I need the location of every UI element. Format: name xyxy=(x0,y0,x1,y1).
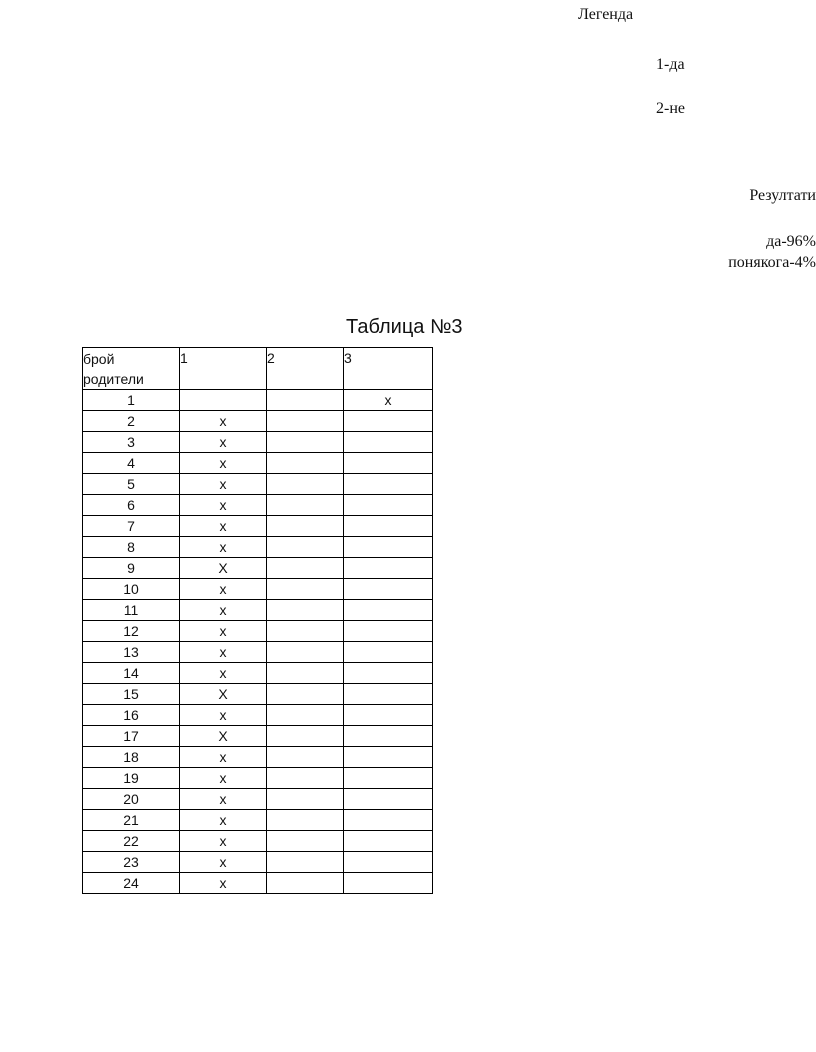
table-row xyxy=(83,453,433,474)
row-number-cell: 13 xyxy=(83,642,180,663)
row-number-cell: 14 xyxy=(83,663,180,684)
table-row xyxy=(83,390,433,411)
mark-cell-col-3 xyxy=(344,537,433,558)
table-title: Таблица №3 xyxy=(346,316,463,338)
row-number-cell: 7 xyxy=(83,516,180,537)
mark-cell-col-3 xyxy=(344,747,433,768)
row-number-cell: 12 xyxy=(83,621,180,642)
mark-cell-col-1: x xyxy=(180,579,267,600)
mark-cell-col-2 xyxy=(267,390,344,411)
table-row xyxy=(83,474,433,495)
table-row xyxy=(83,831,433,852)
row-number-cell: 18 xyxy=(83,747,180,768)
table-row xyxy=(83,579,433,600)
mark-cell-col-3 xyxy=(344,579,433,600)
header-parents-count xyxy=(83,348,180,390)
mark-cell-col-3 xyxy=(344,642,433,663)
mark-cell-col-1: x xyxy=(180,831,267,852)
row-number-cell: 2 xyxy=(83,411,180,432)
mark-cell-col-2 xyxy=(267,852,344,873)
mark-cell-col-3 xyxy=(344,453,433,474)
mark-cell-col-2 xyxy=(267,831,344,852)
mark-cell-col-3 xyxy=(344,705,433,726)
mark-cell-col-2 xyxy=(267,516,344,537)
mark-cell-col-1: x xyxy=(180,474,267,495)
row-number-cell: 5 xyxy=(83,474,180,495)
table-row xyxy=(83,705,433,726)
mark-cell-col-2 xyxy=(267,768,344,789)
mark-cell-col-3 xyxy=(344,516,433,537)
mark-cell-col-2 xyxy=(267,705,344,726)
header-col-3: 3 xyxy=(344,348,433,390)
mark-cell-col-1: X xyxy=(180,684,267,705)
table-row xyxy=(83,495,433,516)
row-number-cell: 24 xyxy=(83,873,180,894)
mark-cell-col-3 xyxy=(344,600,433,621)
mark-cell-col-2 xyxy=(267,411,344,432)
row-number-cell: 23 xyxy=(83,852,180,873)
header-col0-line1: брой xyxy=(83,351,115,367)
mark-cell-col-1: x xyxy=(180,600,267,621)
mark-cell-col-3 xyxy=(344,789,433,810)
row-number-cell: 17 xyxy=(83,726,180,747)
row-number-cell: 11 xyxy=(83,600,180,621)
mark-cell-col-2 xyxy=(267,873,344,894)
table-row xyxy=(83,537,433,558)
mark-cell-col-1: x xyxy=(180,873,267,894)
mark-cell-col-3 xyxy=(344,726,433,747)
legend-option-1: 1-да xyxy=(656,56,685,73)
header-col0-line2: родители xyxy=(83,371,144,387)
row-number-cell: 16 xyxy=(83,705,180,726)
mark-cell-col-3 xyxy=(344,810,433,831)
table-row xyxy=(83,747,433,768)
mark-cell-col-1: x xyxy=(180,747,267,768)
table-row xyxy=(83,558,433,579)
mark-cell-col-1: x xyxy=(180,411,267,432)
row-number-cell: 19 xyxy=(83,768,180,789)
row-number-cell: 8 xyxy=(83,537,180,558)
mark-cell-col-2 xyxy=(267,789,344,810)
row-number-cell: 6 xyxy=(83,495,180,516)
mark-cell-col-2 xyxy=(267,432,344,453)
table-row xyxy=(83,684,433,705)
row-number-cell: 15 xyxy=(83,684,180,705)
mark-cell-col-3 xyxy=(344,663,433,684)
table-row xyxy=(83,642,433,663)
mark-cell-col-3 xyxy=(344,474,433,495)
mark-cell-col-3 xyxy=(344,495,433,516)
mark-cell-col-2 xyxy=(267,537,344,558)
table-row xyxy=(83,726,433,747)
mark-cell-col-2 xyxy=(267,453,344,474)
result-sometimes: понякога-4% xyxy=(728,254,816,271)
table-row xyxy=(83,411,433,432)
row-number-cell: 9 xyxy=(83,558,180,579)
mark-cell-col-3 xyxy=(344,432,433,453)
row-number-cell: 21 xyxy=(83,810,180,831)
table-row xyxy=(83,768,433,789)
row-number-cell: 22 xyxy=(83,831,180,852)
mark-cell-col-1: X xyxy=(180,726,267,747)
results-title: Резултати xyxy=(749,187,816,204)
table-header-row xyxy=(83,348,433,390)
mark-cell-col-3: x xyxy=(344,390,433,411)
mark-cell-col-2 xyxy=(267,747,344,768)
mark-cell-col-1: X xyxy=(180,558,267,579)
mark-cell-col-3 xyxy=(344,831,433,852)
mark-cell-col-2 xyxy=(267,579,344,600)
result-yes: да-96% xyxy=(766,233,816,250)
mark-cell-col-1: x xyxy=(180,453,267,474)
legend-title: Легенда xyxy=(578,6,634,23)
mark-cell-col-1: x xyxy=(180,705,267,726)
mark-cell-col-1: x xyxy=(180,663,267,684)
mark-cell-col-2 xyxy=(267,600,344,621)
table-row xyxy=(83,810,433,831)
mark-cell-col-2 xyxy=(267,474,344,495)
mark-cell-col-1: x xyxy=(180,432,267,453)
mark-cell-col-1: x xyxy=(180,810,267,831)
table-row xyxy=(83,432,433,453)
mark-cell-col-2 xyxy=(267,642,344,663)
mark-cell-col-3 xyxy=(344,621,433,642)
mark-cell-col-1: x xyxy=(180,852,267,873)
mark-cell-col-1: x xyxy=(180,516,267,537)
mark-cell-col-1 xyxy=(180,390,267,411)
row-number-cell: 1 xyxy=(83,390,180,411)
mark-cell-col-2 xyxy=(267,495,344,516)
mark-cell-col-1: x xyxy=(180,768,267,789)
table-row xyxy=(83,852,433,873)
header-col-2: 2 xyxy=(267,348,344,390)
row-number-cell: 3 xyxy=(83,432,180,453)
row-number-cell: 20 xyxy=(83,789,180,810)
mark-cell-col-1: x xyxy=(180,789,267,810)
legend-option-2: 2-не xyxy=(656,100,685,117)
mark-cell-col-1: x xyxy=(180,642,267,663)
mark-cell-col-2 xyxy=(267,663,344,684)
mark-cell-col-1: x xyxy=(180,495,267,516)
mark-cell-col-3 xyxy=(344,411,433,432)
row-number-cell: 4 xyxy=(83,453,180,474)
mark-cell-col-1: x xyxy=(180,537,267,558)
mark-cell-col-3 xyxy=(344,768,433,789)
mark-cell-col-3 xyxy=(344,852,433,873)
mark-cell-col-1: x xyxy=(180,621,267,642)
table-row xyxy=(83,621,433,642)
table-row xyxy=(83,600,433,621)
mark-cell-col-2 xyxy=(267,684,344,705)
table-row xyxy=(83,873,433,894)
table-row xyxy=(83,789,433,810)
mark-cell-col-3 xyxy=(344,873,433,894)
header-col-1: 1 xyxy=(180,348,267,390)
mark-cell-col-2 xyxy=(267,558,344,579)
mark-cell-col-3 xyxy=(344,558,433,579)
mark-cell-col-3 xyxy=(344,684,433,705)
mark-cell-col-2 xyxy=(267,810,344,831)
row-number-cell: 10 xyxy=(83,579,180,600)
parents-table xyxy=(82,347,433,894)
table-row xyxy=(83,516,433,537)
mark-cell-col-2 xyxy=(267,621,344,642)
mark-cell-col-2 xyxy=(267,726,344,747)
table-row xyxy=(83,663,433,684)
